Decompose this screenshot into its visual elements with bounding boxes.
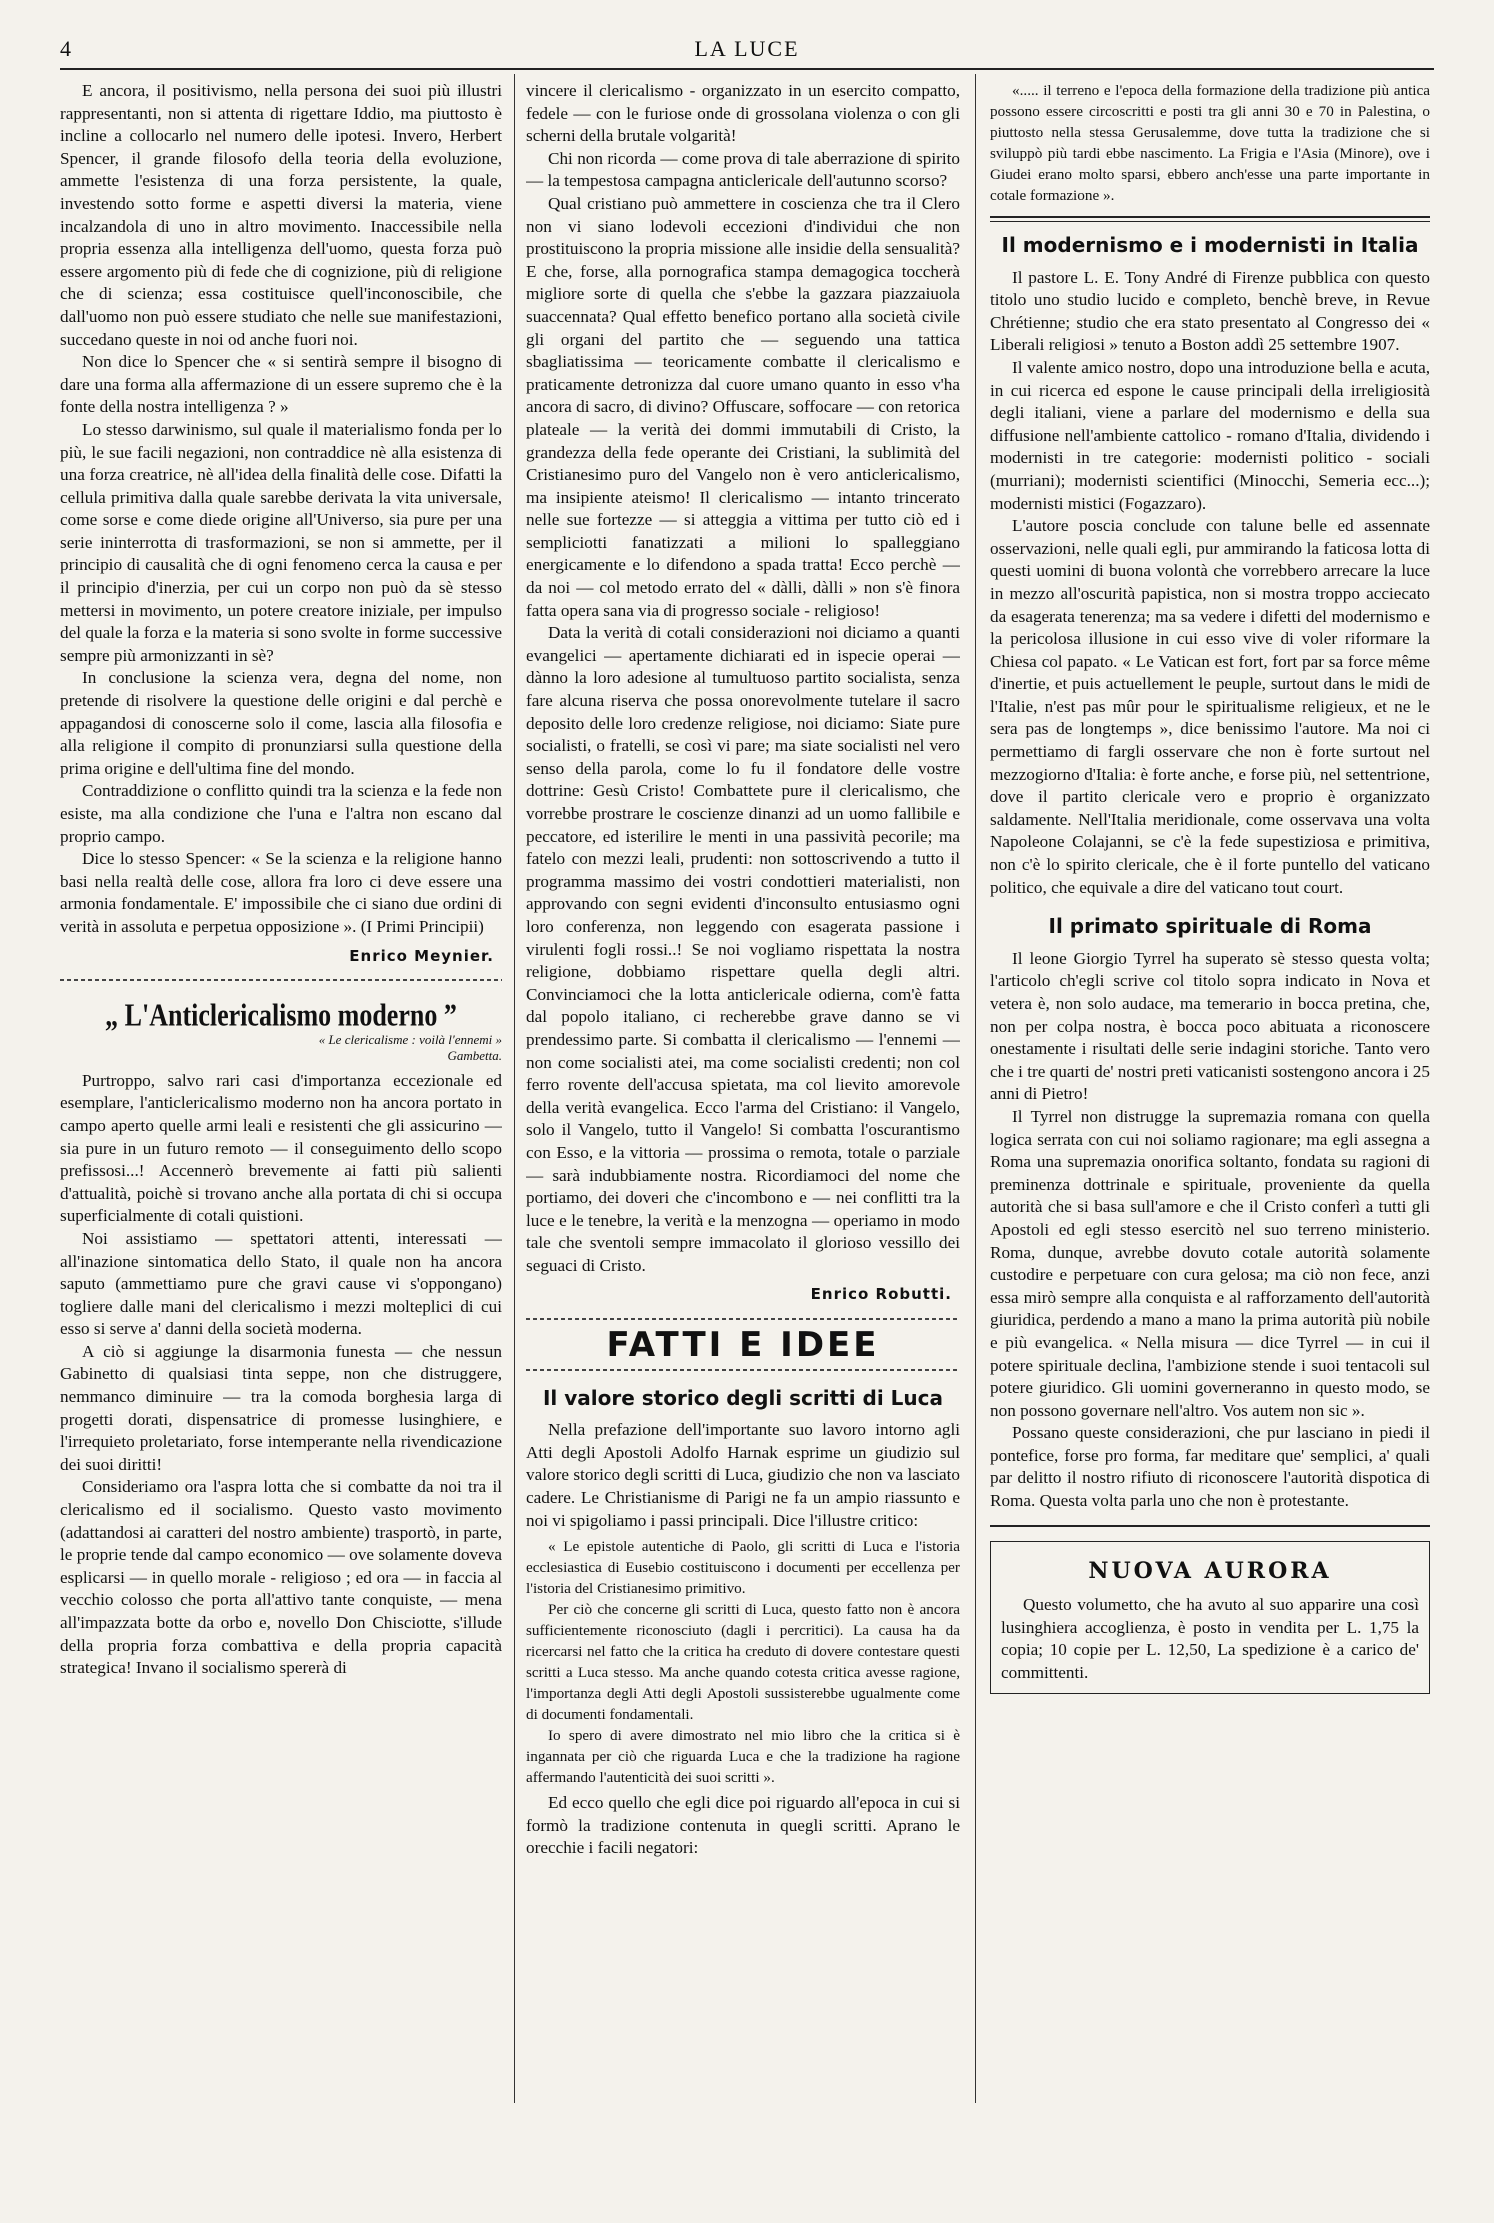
paragraph: A ciò si aggiunge la disarmonia funesta — che nessun Gabinetto di qualsiasi tinta seppe, non che distruggere, nemmanco diminuire — tra la comoda borghesia larga di progetti dorati, dispensatrice di promesse lusinghiere, e l'irrequieto proletariato, forse intemperante nella rivendicazione dei suoi diritti!	[60, 1341, 502, 1474]
quote-paragraph: Io spero di avere dimostrato nel mio libro che la critica si è ingannata per ciò che riguarda Luca e che la tradizione ha ragione affermando l'autenticità dei suoi scritti ».	[526, 1727, 960, 1787]
column-1	[60, 80, 502, 1680]
paragraph: Dice lo stesso Spencer: « Se la scienza e la religione hanno basi nella realtà delle cose, allora fra loro ci deve essere una armonia fondamentale. E' impossibile che ci siano due ordini di verità in assoluta e perpetua opposizione ». (I Primi Principii)	[60, 849, 502, 936]
column-divider	[975, 74, 976, 2103]
section-divider	[990, 216, 1430, 222]
paragraph: Lo stesso darwinismo, sul quale il materialismo fonda per lo più, le sue facili negazioni, non contraddice nè alla esistenza di una forza creatrice, nè all'idea della finalità delle cose. Difatti la cellula primitiva dalla quale sarebbe derivata la vita universale, come sorse e come diede origine all'Universo, sia pure per una serie ininterrotta di trasformazioni, se non si ammette, per il principio di causalità che di ogni fenomeno cerca la causa e per il principio d'inerzia, per cui un corpo non può da sè stesso mettersi in movimento, un potere creatore iniziale, per impulso del quale la forza e la materia si sono svolte in forme successive sempre più armonizzanti in sè?	[60, 419, 502, 665]
epigraph-author: Gambetta.	[447, 1047, 502, 1063]
paragraph: Nella prefazione dell'importante suo lavoro intorno agli Atti degli Apostoli Adolfo Harnak esprime un giudizio sul valore storico degli scritti di Luca, giudizio che non va lasciato cadere. Le Christianisme di Parigi ne fa un ampio riassunto e noi vi spigoliamo i passi principali. Dice l'illustre critico:	[526, 1420, 960, 1530]
article-title: Il primato spirituale di Roma	[1048, 914, 1372, 939]
advertisement-box	[990, 1541, 1430, 1694]
paragraph: Noi assistiamo — spettatori attenti, interessati — all'inazione sintomatica dello Stato, il quale non ha ancora saputo (ammettiamo pure che gravi cause vi s'oppongano) togliere dalle mani del clericalismo i mezzi molteplici di cui esso si serve a' danni della società moderna.	[60, 1228, 502, 1339]
page-number: 4	[60, 36, 71, 61]
column-3	[990, 80, 1430, 1694]
advertisement-text: Questo volumetto, che ha avuto al suo apparire una così lusinghiera accoglienza, è posto in vendita per L. 1,75 la copia; 10 copie per L. 12,50, La spedizione è a carico de' committenti.	[1001, 1595, 1419, 1683]
paragraph: Il pastore L. E. Tony André di Firenze pubblica con questo titolo uno studio lucido e completo, benchè breve, in Revue Chrétienne; studio che era stato presentato al Congresso dei « Liberali religiosi » tenuto a Boston addì 25 settembre 1907.	[990, 267, 1430, 355]
article-title: „ L'Anticlericalismo moderno ”	[105, 998, 457, 1033]
section-divider	[990, 1525, 1430, 1527]
paragraph: Qual cristiano può ammettere in coscienza che tra il Clero non vi siano lodevoli eccezioni d'individui che non prostituiscono la propria missione alle insidie della sensualità? E che, forse, alla pornografica stampa demagogica toccherà migliore sorte di quella che s'ebbe la gazzara piazzaiuola suaccennata? Qual effetto benefico portano alla società civile gli organi del partito che — seguendo una tattica sbagliatissima — teoricamente combatte il clericalismo e praticamente detronizza dal cuore umano quanto in esso v'ha ancora di sacro, di divino? Offuscare, soffocare — con retorica plateale — la verità dei dommi immutabili di Cristo, la grandezza della fede operante dei Cristiani, la sublimità del Cristianesimo puro del Vangelo non è vero anticlericalismo, ma insipiente ateismo! Il clericalismo — intanto trincerato nelle sue fortezze — si atteggia a vittima per tutto ciò ed i sempliciotti fanatizzati a milioni lo spalleggiano energicamente e lo difendono a spada tratta! Ecco perchè — da noi — col metodo errato del « dàlli, dàlli » non s'è finora fatta opera sana via di progresso sociale - religioso!	[526, 193, 960, 620]
paragraph: Il leone Giorgio Tyrrel ha superato sè stesso questa volta; l'articolo ch'egli scrive col titolo sopra indicato in Nova et vetera è, non solo audace, ma temerario in bocca pretina, che, non per colpa nostra, è bocca poco abituata a riconoscere onestamente i risultati delle serie indagini storiche. Tanto vero che i tre quarti de' nostri preti vaticanisti sostengono ancora i 25 anni di Pietro!	[990, 948, 1430, 1104]
paragraph: Possano queste considerazioni, che pur lasciano in piedi il pontefice, forse pro forma, far meditare que' semplici, a' quali par delitto il nostro rifiuto di riconoscere l'autorità dispotica di Roma. Questa volta parla uno che non è protestante.	[990, 1423, 1430, 1511]
section-divider	[526, 1365, 960, 1375]
section-divider	[526, 1314, 960, 1324]
section-title: FATTI E IDEE	[606, 1325, 880, 1366]
header-rule	[60, 68, 1434, 70]
author-signature: Enrico Robutti.	[810, 1285, 952, 1304]
article-title: Il modernismo e i modernisti in Italia	[1001, 233, 1419, 257]
paragraph: Contraddizione o conflitto quindi tra la scienza e la fede non esiste, ma alla condizione che l'una e l'altra non escano dal proprio campo.	[60, 781, 502, 846]
paragraph: Chi non ricorda — come prova di tale aberrazione di spirito — la tempestosa campagna anticlericale dell'autunno scorso?	[526, 148, 960, 191]
paragraph: vincere il clericalismo - organizzato in un esercito compatto, fedele — con le furiose onde di grossolana violenza o con gli scherni della brutale volgarità!	[526, 81, 960, 146]
paragraph: L'autore poscia conclude con talune belle ed assennate osservazioni, nelle quali egli, pur ammirando la faticosa lotta di questi uomini di buona volontà che vorrebbero arrecare la luce in mezzo all'oscurità papistica, non si mostra troppo acciecato da esagerata tenerenza; ma sa vedere i difetti del modernismo e la pericolosa illusione in cui esso vive di voler riformare la Chiesa col papato. « Le Vatican est fort, fort par sa force même d'inertie, et puis actuellement le peuple, surtout dans le midi de l'Italie, n'est pas mûr pour le spiritualisme religieux, et ne le sera pas de longtemps », dice benissimo l'autore. Ma noi ci permettiamo di fargli osservare che non è forte surtout nel mezzogiorno d'Italia: è forte anche, e forse più, nel settentrione, dove il partito clericale vero e proprio è organizzato saldamente. Nell'Italia meridionale, come osservava una volta Napoleone Colajanni, se c'è la fede supestiziosa e primitiva, non c'è lo spirito clericale, che è il forte puntello del vaticano politico, che equivale a dire del vaticano tout court.	[990, 516, 1430, 897]
quote-paragraph: « Le epistole autentiche di Paolo, gli scritti di Luca e l'istoria ecclesiastica di Eusebio costituiscono i documenti per eccellenza per l'istoria del Cristianesimo primitivo.	[526, 1538, 960, 1598]
paragraph: Ed ecco quello che egli dice poi riguardo all'epoca in cui si formò la tradizione contenuta in quegli scritti. Aprano le orecchie i facili negatori:	[526, 1793, 960, 1858]
epigraph-quote: « Le clericalisme : voilà l'ennemi »	[318, 1031, 502, 1047]
paragraph: Consideriamo ora l'aspra lotta che si combatte da noi tra il clericalismo ed il socialismo. Questo vasto movimento (adattandosi ai caratteri del nostro ambiente) trasportò, in parte, le proprie tende dal campo economico — ove solamente doveva esplicarsi — in quello morale - religioso ; ed ora — in faccia al vecchio colosso che porta all'attivo tante conquiste, — mena all'impazzata botte da orbo e, novello Don Chisciotte, s'illude della propria forza combattiva e della propria capacità strategica! Invano il socialismo spererà di	[60, 1477, 502, 1678]
column-2	[526, 80, 960, 1860]
paragraph: In conclusione la scienza vera, degna del nome, non pretende di risolvere la questione delle origini e dal perchè e appagandosi di conoscerne solo il come, lascia alla filosofia e alla religione il compito di pronunziarsi sulla questione della prima origine e dell'ultima fine del mondo.	[60, 668, 502, 778]
quote-paragraph: Per ciò che concerne gli scritti di Luca, questo fatto non è ancora sufficientemente riconosciuto (dagli i percritici). La causa ha da ricercarsi nel fatto che la critica ha creduto di dovere contestare questi scritti a Luca stesso. Ma anche quando cotesta critica avesse ragione, l'importanza degli Atti degli Apostoli sussisterebbe ugualmente come di documenti fondamentali.	[526, 1601, 960, 1724]
epigraph	[60, 1032, 502, 1064]
advertisement-title: NUOVA AURORA	[1088, 1557, 1332, 1584]
page-header	[60, 36, 1434, 66]
author-signature: Enrico Meynier.	[349, 946, 494, 965]
section-divider	[60, 975, 502, 985]
article-title: Il valore storico degli scritti di Luca	[542, 1385, 944, 1410]
quote-paragraph: «..... il terreno e l'epoca della formazione della tradizione più antica possono essere circoscritti e posti tra gli anni 30 e 70 in Palestina, o piuttosto nella stessa Gerusalemme, dove tutta la tradizione che si sviluppò più tardi ebbe nascimento. La Frigia e l'Asia (Minore), ove i Giudei erano molto sparsi, ebbero anch'esse una parte importante in cotale formazione ».	[990, 82, 1430, 204]
paragraph: Data la verità di cotali considerazioni noi diciamo a quanti evangelici — apertamente dichiarati ed in ispecie operai — dànno la loro adesione al tumultuoso partito socialista, senza fare alcuna riserva che possa onorevolmente tutelare il sacro deposito delle loro credenze religiose, noi diciamo: Siate pure socialisti, o fratelli, se così vi pare; ma siate socialisti nel vero senso della parola, come lo fu il fondatore delle vostre dottrine: Gesù Cristo! Combattete pure il clericalismo, che vorrebbe prostrare le coscienze dinanzi ad un uomo fallibile e peccatore, ed isterilire le menti in una passività pecorile; ma fatelo con mezzi leali, prudenti: non sottoscrivendo a tutto il programma massimo dei vostri condottieri materialisti, non approvando con segni evidenti d'inconsulto entusiasmo ogni loro conferenza, non leggendo con esagerata passione i virulenti fogli rossi..! Se noi vogliamo rispettata la nostra religione, dobbiamo rispettare quella degli altri. Convinciamoci che la lotta anticlericale odierna, com'è fatta dal popolo italiano, ci recherebbe grave danno se vi prendessimo parte. Si combatta il clericalismo — l'ennemi — non come socialisti atei, ma come socialisti credenti; non col ferro rovente dell'accusa spietata, ma col lievito amorevole della verità evangelica. Ecco l'arma del Cristiano: il Vangelo, solo il Vangelo, tutto il Vangelo! Si combatta l'oscurantismo con Esso, e la vittoria — prossima o remota, totale o parziale — sarà indubbiamente nostra. Ricordiamoci del nome che portiamo, dei doveri che c'incombono e — nei conflitti tra la luce e le tenebre, la verità e la menzogna — operiamo in modo tale che sventoli sempre immacolato il glorioso vessillo dei seguaci di Cristo.	[526, 623, 960, 1275]
paragraph: Il valente amico nostro, dopo una introduzione bella e acuta, in cui ricerca ed espone le cause principali della irreligiosità degli italiani, viene a parlare del modernismo e della sua diffusione nell'ambiente cattolico - romano d'Italia, dividendo i modernisti in tre categorie: modernisti politico - sociali (murriani); modernisti scientifici (Minocchi, Semeria ecc...); modernisti mistici (Fogazzaro).	[990, 357, 1430, 513]
paragraph: Il Tyrrel non distrugge la supremazia romana con quella logica serrata con cui noi soliamo ragionare; ma egli assegna a Roma una supremazia onorifica soltanto, fondata su ragioni di preminenza dottrinale e spirituale, proveniente da quella autorità che si basa sull'amore e che il Cristo conferì a tutti gli Apostoli ed egli stesso esercitò nel suo terreno ministerio. Roma, dunque, avrebbe dovuto cotale autorità solamente custodire e perpetuare con cura gelosa; ma ciò non fece, anzi essa mirò sempre alla conquista e al rafforzamento dell'autorità giuridica, perdendo a mano a mano la prima autorità più nobile e più evangelica. « Nella misura — dice Tyrrel — in cui il potere spirituale declina, l'ambizione stende i suoi tentacoli sul potere giuridico. Gli uomini governeranno in questo modo, se non possono governare nell'altro. Vos autem non sic ».	[990, 1106, 1430, 1420]
masthead-title: LA LUCE	[694, 36, 800, 61]
column-divider	[514, 74, 515, 2103]
paragraph: Non dice lo Spencer che « si sentirà sempre il bisogno di dare una forma alla affermazione di un essere supremo che è la fonte della nostra intelligenza ? »	[60, 352, 502, 417]
paragraph: E ancora, il positivismo, nella persona dei suoi più illustri rappresentanti, non si attenta di rigettare Iddio, ma piuttosto è incline a collocarlo nel numero delle ipotesi. Invero, Herbert Spencer, il grande filosofo della teoria della evoluzione, ammette l'esistenza di una forza persistente, la quale, investendo sotto forme e aspetti diversi la materia, viene incalzandola di uno in altro movimento. Inaccessibile nella propria essenza alla intelligenza dell'uomo, questa forza può essere argomento più di fede che di cognizione, più di religione che di scienza; essa costituisce quell'inconoscibile, che dall'uomo non può essere studiato che nelle sue manifestazioni, succedano queste in noi od anche fuori noi.	[60, 81, 502, 349]
paragraph: Purtroppo, salvo rari casi d'importanza eccezionale ed esemplare, l'anticlericalismo moderno non ha ancora portato in campo aperto quelle armi leali e resistenti che gli assicurino — sia pure in un futuro remoto — il conseguimento dello scopo prefissosi...! Accennerò brevemente ai fatti più salienti d'attualità, poichè si trovano anche alla portata di chi si occupa superficialmente di cotali quistioni.	[60, 1070, 502, 1226]
